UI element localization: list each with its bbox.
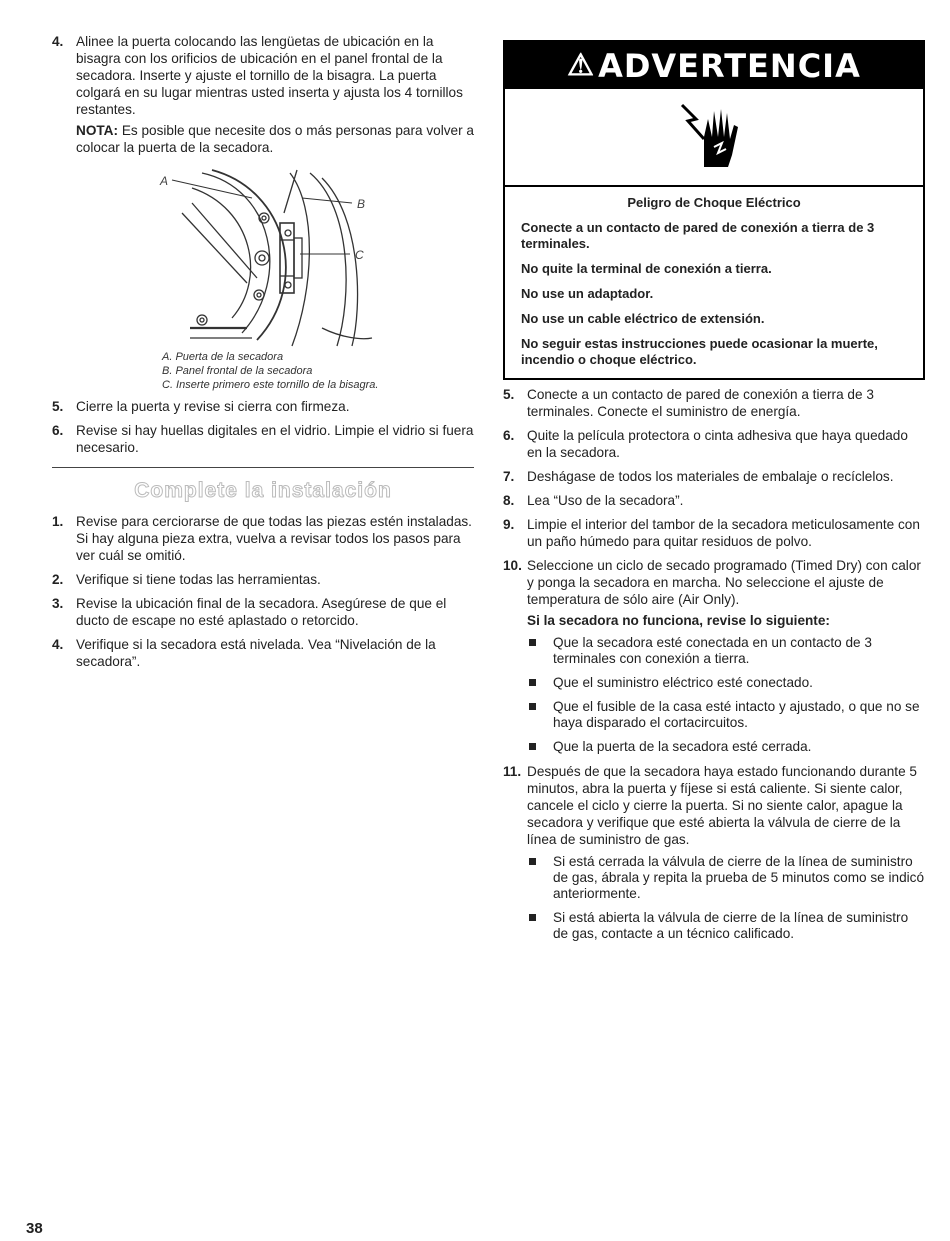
check-bullet [527, 739, 925, 755]
caption-c: C. Inserte primero este tornillo de la bisagra. [162, 379, 379, 391]
step-text: Quite la película protectora o cinta adhesiva que haya quedado en la secadora. [527, 428, 908, 460]
bullet-text: Que el fusible de la casa esté intacto y ajustado, o que no se haya disparado el cortacircuitos. [553, 699, 920, 730]
step-text: Cierre la puerta y revise si cierra con firmeza. [76, 399, 350, 414]
door-hinge-illustration [52, 168, 474, 348]
gas-valve-bullet [527, 910, 925, 942]
warning-line: Conecte a un contacto de pared de conexión a tierra de 3 terminales. [521, 220, 875, 251]
check-heading: Si la secadora no funciona, revise lo siguiente: [527, 613, 830, 628]
bullet-text: Que la secadora esté conectada en un contacto de 3 terminales con conexión a tierra. [553, 635, 872, 666]
warning-line: No quite la terminal de conexión a tierra. [521, 261, 772, 276]
warning-line: No use un cable eléctrico de extensión. [521, 311, 765, 326]
step-9-right [503, 516, 925, 550]
page-number: 38 [26, 1220, 43, 1237]
step-text: Lea “Uso de la secadora”. [527, 493, 684, 508]
step-6-right [503, 427, 925, 461]
check-bullet [527, 635, 925, 667]
bullet-text: Que el suministro eléctrico esté conectado. [553, 675, 813, 690]
caption-b: B. Panel frontal de la secadora [162, 365, 313, 377]
step-text: Revise la ubicación final de la secadora. Asegúrese de que el ducto de escape no esté aplastado o retorcido. [76, 596, 447, 628]
bullet-square-icon [529, 679, 536, 686]
section-divider [52, 467, 474, 468]
step-number: 6. [503, 428, 515, 443]
electric-shock-hand-icon [674, 97, 754, 177]
warning-body [505, 187, 923, 378]
warning-title: ADVERTENCIA [598, 46, 861, 85]
bullet-text: Si está abierta la válvula de cierre de la línea de suministro de gas, contacte a un técnico calificado. [553, 910, 909, 941]
label-a: A [160, 174, 169, 188]
step-number: 10. [503, 558, 522, 573]
complete-step-2 [52, 571, 474, 588]
step-text: Verifique si tiene todas las herramientas. [76, 572, 321, 587]
note-label: NOTA: [76, 123, 119, 138]
warning-subtitle: Peligro de Choque Eléctrico [627, 195, 801, 210]
step-text: Después de que la secadora haya estado funcionando durante 5 minutos, abra la puerta y fíjese si está caliente. Si siente calor, cancele el ciclo y cierre la puerta. Si no siente calor, apague la secadora y verifique que esté abierta la válvula de cierre de la línea de suministro de gas. [527, 764, 917, 847]
step-5-right [503, 386, 925, 420]
warning-line: No seguir estas instrucciones puede ocasionar la muerte, incendio o choque eléctrico. [521, 336, 878, 367]
step-number: 11. [503, 764, 522, 779]
step-number: 8. [503, 493, 515, 508]
complete-step-4 [52, 636, 474, 670]
bullet-square-icon [529, 743, 536, 750]
warning-header [505, 42, 923, 89]
door-hinge-figure [52, 168, 474, 398]
step-number: 9. [503, 517, 515, 532]
step-text: Seleccione un ciclo de secado programado (Timed Dry) con calor y ponga la secadora en marcha. No seleccione el ajuste de temperatura de sólo aire (Air Only). [527, 558, 921, 607]
warning-triangle-icon: ⚠ [567, 49, 595, 82]
step-11-right [503, 763, 925, 942]
section-title: Complete la instalación [134, 479, 392, 502]
step-number: 4. [52, 34, 64, 49]
check-bullet [527, 699, 925, 731]
warning-line: No use un adaptador. [521, 286, 654, 301]
label-c: C [355, 248, 364, 262]
step-number: 2. [52, 572, 64, 587]
check-bullet [527, 675, 925, 691]
step-number: 5. [52, 399, 64, 414]
right-column [503, 40, 925, 950]
step-8-right [503, 492, 925, 509]
step-number: 3. [52, 596, 64, 611]
figure-captions [162, 350, 378, 392]
step-number: 6. [52, 423, 64, 438]
step-text: Verifique si la secadora está nivelada. Vea “Nivelación de la secadora”. [76, 637, 436, 669]
label-b: B [357, 197, 366, 211]
step-text: Alinee la puerta colocando las lengüetas de ubicación en la bisagra con los orificios de ubicación en el panel frontal de la secadora. Inserte y ajuste el tornillo de la bisagra. La puerta colgará en su lugar mientras usted inserta y ajusta los 4 tornillos restantes. [76, 34, 463, 117]
step-10-right [503, 557, 925, 755]
caption-a: A. Puerta de la secadora [162, 351, 284, 363]
warning-box [503, 40, 925, 380]
note [76, 122, 474, 156]
bullet-square-icon [529, 858, 536, 865]
note-text: Es posible que necesite dos o más personas para volver a colocar la puerta de la secadora. [76, 123, 474, 155]
shock-hazard-icon-area [505, 89, 923, 187]
step-number: 7. [503, 469, 515, 484]
bullet-text: Si está cerrada la válvula de cierre de la línea de suministro de gas, ábrala y repita la prueba de 5 minutos como se indicó anteriormente. [553, 854, 925, 901]
step-text: Revise para cerciorarse de que todas las piezas estén instaladas. Si hay alguna pieza extra, vuelva a revisar todos los pasos para ver cuál se omitió. [76, 514, 472, 563]
complete-step-3 [52, 595, 474, 629]
step-number: 1. [52, 514, 64, 529]
step-text: Conecte a un contacto de pared de conexión a tierra de 3 terminales. Conecte el suministro de energía. [527, 387, 874, 419]
bullet-text: Que la puerta de la secadora esté cerrada. [553, 739, 812, 754]
step-text: Limpie el interior del tambor de la secadora meticulosamente con un paño húmedo para quitar residuos de polvo. [527, 517, 920, 549]
step-text: Revise si hay huellas digitales en el vidrio. Limpie el vidrio si fuera necesario. [76, 423, 474, 455]
bullet-square-icon [529, 703, 536, 710]
gas-valve-bullet [527, 854, 925, 902]
step-text: Deshágase de todos los materiales de embalaje o recíclelos. [527, 469, 894, 484]
step-6-left [52, 422, 474, 456]
complete-step-1 [52, 513, 474, 564]
step-5-left [52, 398, 474, 415]
step-4 [52, 33, 474, 156]
step-number: 5. [503, 387, 515, 402]
bullet-square-icon [529, 639, 536, 646]
step-number: 4. [52, 637, 64, 652]
bullet-square-icon [529, 914, 536, 921]
left-column [52, 33, 474, 677]
step-7-right [503, 468, 925, 485]
